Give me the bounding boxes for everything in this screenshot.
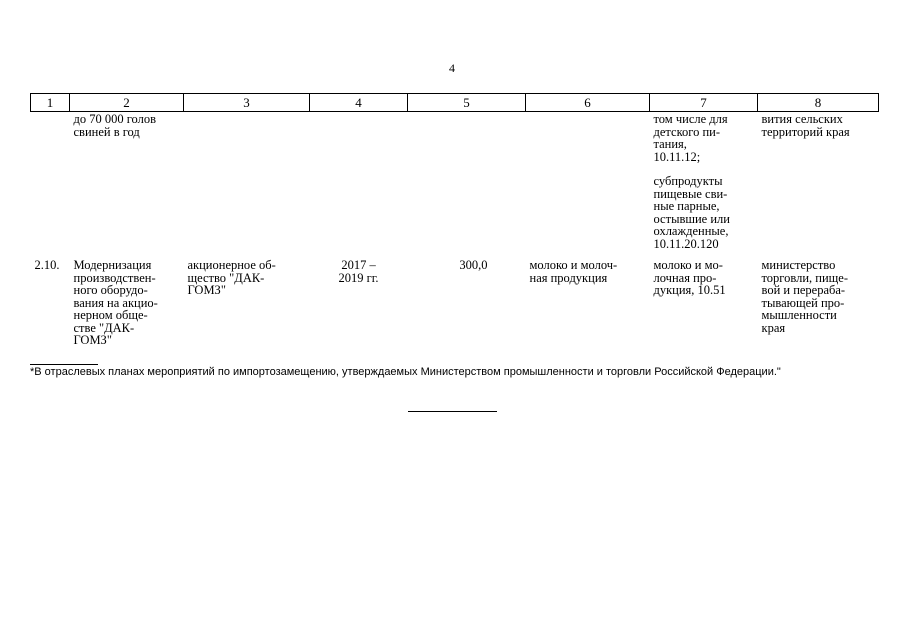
text-line: 10.11.12;: [653, 149, 701, 164]
table-row-2-10: [31, 257, 879, 347]
text-line: 10.11.20.120: [653, 236, 719, 251]
column-header: 7: [650, 94, 758, 112]
end-of-document-line: [408, 411, 497, 412]
text-line: вой и перераба-: [761, 283, 846, 297]
text-line: Модернизация: [73, 258, 152, 272]
column-header: 5: [408, 94, 526, 112]
cell-executor: [184, 257, 310, 347]
cell-period: [310, 112, 408, 258]
column-header: 4: [310, 94, 408, 112]
text-line: тывающей про-: [761, 295, 845, 310]
text-line: субпродукты: [653, 174, 723, 188]
footnote: *В отраслевых планах мероприятий по импортозамещению, утверждаемых Министерством промышленности и торговли Российской Федерации.": [30, 366, 781, 378]
cell-responsible: [758, 112, 879, 258]
cell-num: 2.10.: [34, 258, 60, 272]
text-line: молоко и молоч-: [529, 258, 618, 272]
cell-okpd: [650, 112, 758, 258]
text-line: края: [761, 320, 786, 335]
column-header: 1: [31, 94, 70, 112]
measures-table: [30, 93, 879, 347]
text-line: 2019 гг.: [338, 270, 379, 285]
cell-executor: [184, 112, 310, 258]
text-line: производствен-: [73, 270, 156, 285]
text-line: щество "ДАК-: [187, 270, 265, 285]
cell-volume: 300,0: [459, 258, 488, 272]
page-number: 4: [449, 61, 455, 75]
text-line: молоко и мо-: [653, 258, 723, 272]
text-line: ного оборудо-: [73, 283, 148, 297]
text-line: свиней в год: [73, 124, 140, 139]
text-line: ные парные,: [653, 199, 720, 213]
text-line: мышленности: [761, 308, 837, 322]
text-line: лочная про-: [653, 270, 717, 285]
text-line: том числе для: [653, 112, 728, 126]
text-line: стве "ДАК-: [73, 320, 135, 335]
text-line: остывшие или: [653, 211, 730, 226]
text-line: 2017 –: [341, 258, 376, 272]
text-line: ГОМЗ": [73, 333, 112, 347]
cell-okpd: [650, 257, 758, 347]
column-header: 3: [184, 94, 310, 112]
column-number-header-row: [31, 94, 879, 112]
text-line: охлажденные,: [653, 224, 729, 238]
table-row-continuation: [31, 112, 879, 258]
text-line: министерство: [761, 258, 836, 272]
text-line: акционерное об-: [187, 258, 276, 272]
text-line: детского пи-: [653, 124, 720, 139]
cell-volume: [408, 112, 526, 258]
cell-num: [31, 112, 70, 258]
text-line: пищевые сви-: [653, 186, 728, 201]
cell-name: [70, 257, 184, 347]
text-line: вития сельских: [761, 112, 843, 126]
text-line: дукция, 10.51: [653, 283, 726, 297]
cell-period: [310, 257, 408, 347]
text-line: тания,: [653, 137, 687, 151]
text-line: до 70 000 голов: [73, 112, 157, 126]
column-header: 2: [70, 94, 184, 112]
cell-name: [70, 112, 184, 258]
column-header: 8: [758, 94, 879, 112]
cell-responsible: [758, 257, 879, 347]
text-line: территорий края: [761, 124, 850, 139]
text-line: ГОМЗ": [187, 283, 226, 297]
column-header: 6: [526, 94, 650, 112]
text-line: торговли, пище-: [761, 270, 848, 285]
text-line: нерном обще-: [73, 308, 148, 322]
text-line: ная продукция: [529, 270, 608, 285]
cell-product: [526, 112, 650, 258]
text-line: вания на акцио-: [73, 295, 158, 310]
footnote-separator: [30, 364, 98, 365]
cell-product: [526, 257, 650, 347]
